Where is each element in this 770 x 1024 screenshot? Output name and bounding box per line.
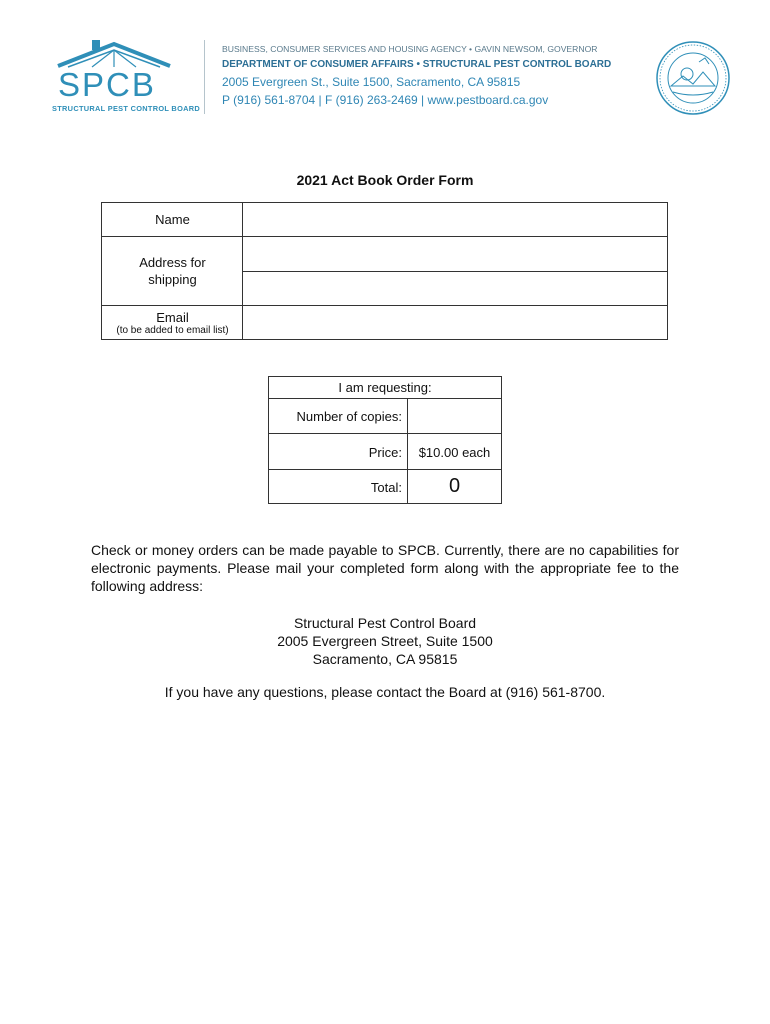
- email-label: Email: [156, 310, 189, 325]
- form-title: 2021 Act Book Order Form: [296, 172, 474, 188]
- mail-city: Sacramento, CA 95815: [312, 651, 458, 667]
- address-field-line-2[interactable]: [243, 272, 667, 306]
- spcb-logo: [52, 38, 201, 116]
- state-seal-icon: [655, 40, 731, 116]
- logo-subtitle: STRUCTURAL PEST CONTROL BOARD: [52, 104, 201, 113]
- letterhead-contact: P (916) 561-8704 | F (916) 263-2469 | www.pestboard.ca.gov: [222, 93, 549, 107]
- label-separator: [102, 305, 243, 306]
- price-label: Price:: [368, 445, 402, 460]
- name-field[interactable]: [243, 203, 667, 237]
- customer-info-table: [101, 202, 668, 340]
- price-row: [269, 433, 501, 470]
- email-field[interactable]: [243, 306, 667, 339]
- address-field-line-1[interactable]: [243, 237, 667, 272]
- label-separator: [102, 236, 243, 237]
- copies-row: [269, 398, 501, 434]
- email-note: (to be added to email list): [116, 325, 229, 336]
- copies-field[interactable]: [408, 399, 501, 434]
- payment-instructions: Check or money orders can be made payable to SPCB. Currently, there are no capabilities for electronic payments. Please mail your completed form along with the appropriate fee to the following address:: [91, 542, 679, 594]
- name-label: Name: [155, 212, 190, 227]
- address-label-line-1: Address for: [139, 255, 206, 270]
- logo-wordmark: SPCB: [58, 66, 156, 103]
- letterhead-address: 2005 Evergreen St., Suite 1500, Sacramento, CA 95815: [222, 75, 521, 89]
- copies-label: Number of copies:: [296, 409, 402, 424]
- mail-name: Structural Pest Control Board: [293, 615, 477, 631]
- total-value: 0: [448, 475, 461, 497]
- price-value: $10.00 each: [418, 445, 491, 460]
- total-label: Total:: [370, 480, 402, 495]
- contact-text: If you have any questions, please contact the Board at (916) 561-8700.: [164, 684, 606, 700]
- agency-line: BUSINESS, CONSUMER SERVICES AND HOUSING AGENCY • GAVIN NEWSOM, GOVERNOR: [222, 44, 598, 54]
- mail-street: 2005 Evergreen Street, Suite 1500: [277, 633, 493, 649]
- total-row: [269, 469, 501, 505]
- address-label-line-2: shipping: [148, 272, 197, 287]
- department-line: DEPARTMENT OF CONSUMER AFFAIRS • STRUCTURAL PEST CONTROL BOARD: [222, 59, 612, 70]
- letterhead-divider: [204, 40, 205, 114]
- house-roof-icon: [52, 38, 180, 68]
- request-header: I am requesting:: [338, 380, 432, 395]
- request-table: [268, 376, 502, 504]
